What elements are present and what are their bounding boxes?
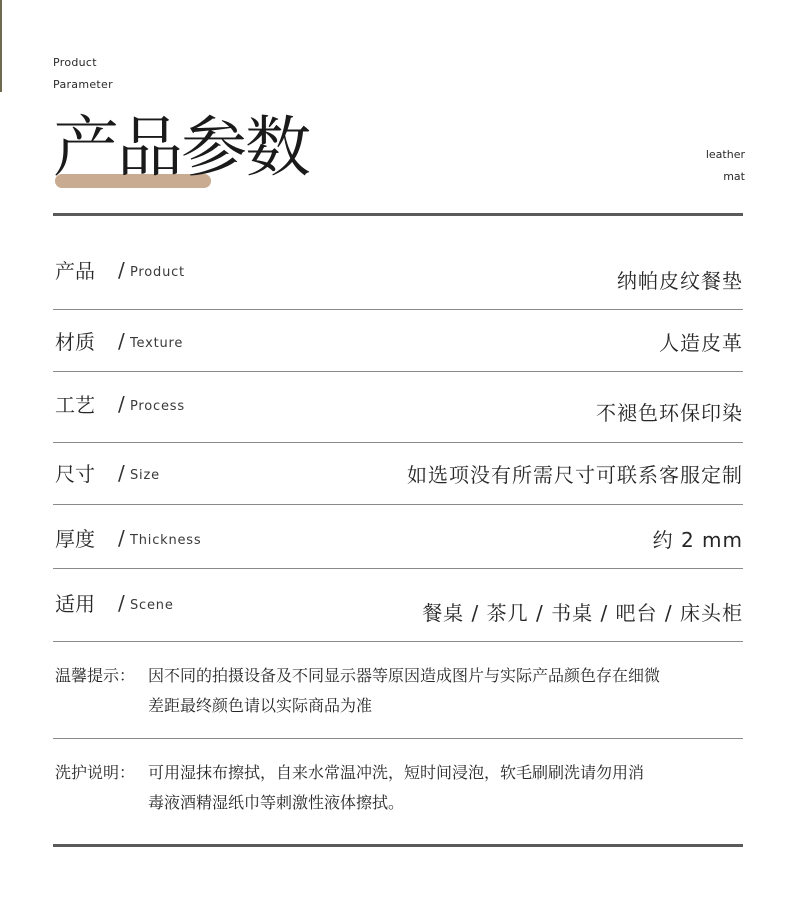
note-line: 因不同的拍摄设备及不同显示器等原因造成图片与实际产品颜色存在细微 bbox=[148, 666, 661, 685]
corner-accent-line bbox=[0, 0, 2, 92]
param-label-en: Texture bbox=[130, 336, 184, 351]
param-separator: / bbox=[118, 392, 125, 416]
note-label: 温馨提示： bbox=[55, 666, 136, 685]
param-value: 不褪色环保印染 bbox=[596, 401, 743, 425]
param-row-size bbox=[53, 461, 743, 501]
tag-mat: mat bbox=[723, 170, 745, 183]
page-title: 产品参数 bbox=[53, 109, 309, 186]
header-divider bbox=[53, 213, 743, 216]
param-label: 尺寸 bbox=[55, 462, 95, 486]
param-separator: / bbox=[118, 591, 125, 615]
param-value: 纳帕皮纹餐垫 bbox=[617, 269, 743, 293]
row-divider bbox=[53, 641, 743, 642]
param-row-scene bbox=[53, 591, 743, 631]
row-divider bbox=[53, 738, 743, 739]
param-value: 人造皮革 bbox=[659, 331, 743, 355]
param-label-en: Size bbox=[130, 468, 160, 483]
param-row-process bbox=[53, 392, 743, 432]
param-label: 厚度 bbox=[55, 527, 95, 551]
param-row-product bbox=[53, 258, 743, 298]
row-divider bbox=[53, 309, 743, 310]
row-divider bbox=[53, 442, 743, 443]
param-separator: / bbox=[118, 258, 125, 282]
param-value: 如选项没有所需尺寸可联系客服定制 bbox=[407, 463, 743, 487]
param-label: 工艺 bbox=[55, 393, 95, 417]
param-row-texture bbox=[53, 329, 743, 369]
param-separator: / bbox=[118, 526, 125, 550]
footer-divider bbox=[53, 844, 743, 847]
param-row-thickness bbox=[53, 526, 743, 566]
note-line: 可用湿抹布擦拭，自来水常温冲洗，短时间浸泡，软毛刷刷洗请勿用消 bbox=[148, 763, 645, 782]
param-label-en: Process bbox=[130, 399, 185, 414]
tag-leather: leather bbox=[705, 148, 745, 161]
param-value: 餐桌 / 茶几 / 书桌 / 吧台 / 床头柜 bbox=[422, 601, 743, 625]
param-label: 产品 bbox=[55, 259, 95, 283]
note-line: 毒液酒精湿纸巾等刺激性液体擦拭。 bbox=[148, 793, 405, 812]
note-label: 洗护说明： bbox=[55, 763, 136, 782]
param-label-en: Thickness bbox=[130, 533, 202, 548]
row-divider bbox=[53, 568, 743, 569]
param-separator: / bbox=[118, 461, 125, 485]
param-label: 材质 bbox=[55, 330, 95, 354]
param-separator: / bbox=[118, 329, 125, 353]
note-text bbox=[148, 758, 744, 818]
subtitle-parameter: Parameter bbox=[53, 78, 113, 91]
row-divider bbox=[53, 371, 743, 372]
param-label-en: Product bbox=[130, 265, 185, 280]
param-label-en: Scene bbox=[130, 598, 174, 613]
note-line: 差距最终颜色请以实际商品为准 bbox=[148, 696, 373, 715]
row-divider bbox=[53, 504, 743, 505]
param-label: 适用 bbox=[55, 592, 95, 616]
subtitle-product: Product bbox=[53, 56, 97, 69]
note-text bbox=[148, 661, 744, 721]
param-value: 约 2 mm bbox=[652, 528, 743, 552]
